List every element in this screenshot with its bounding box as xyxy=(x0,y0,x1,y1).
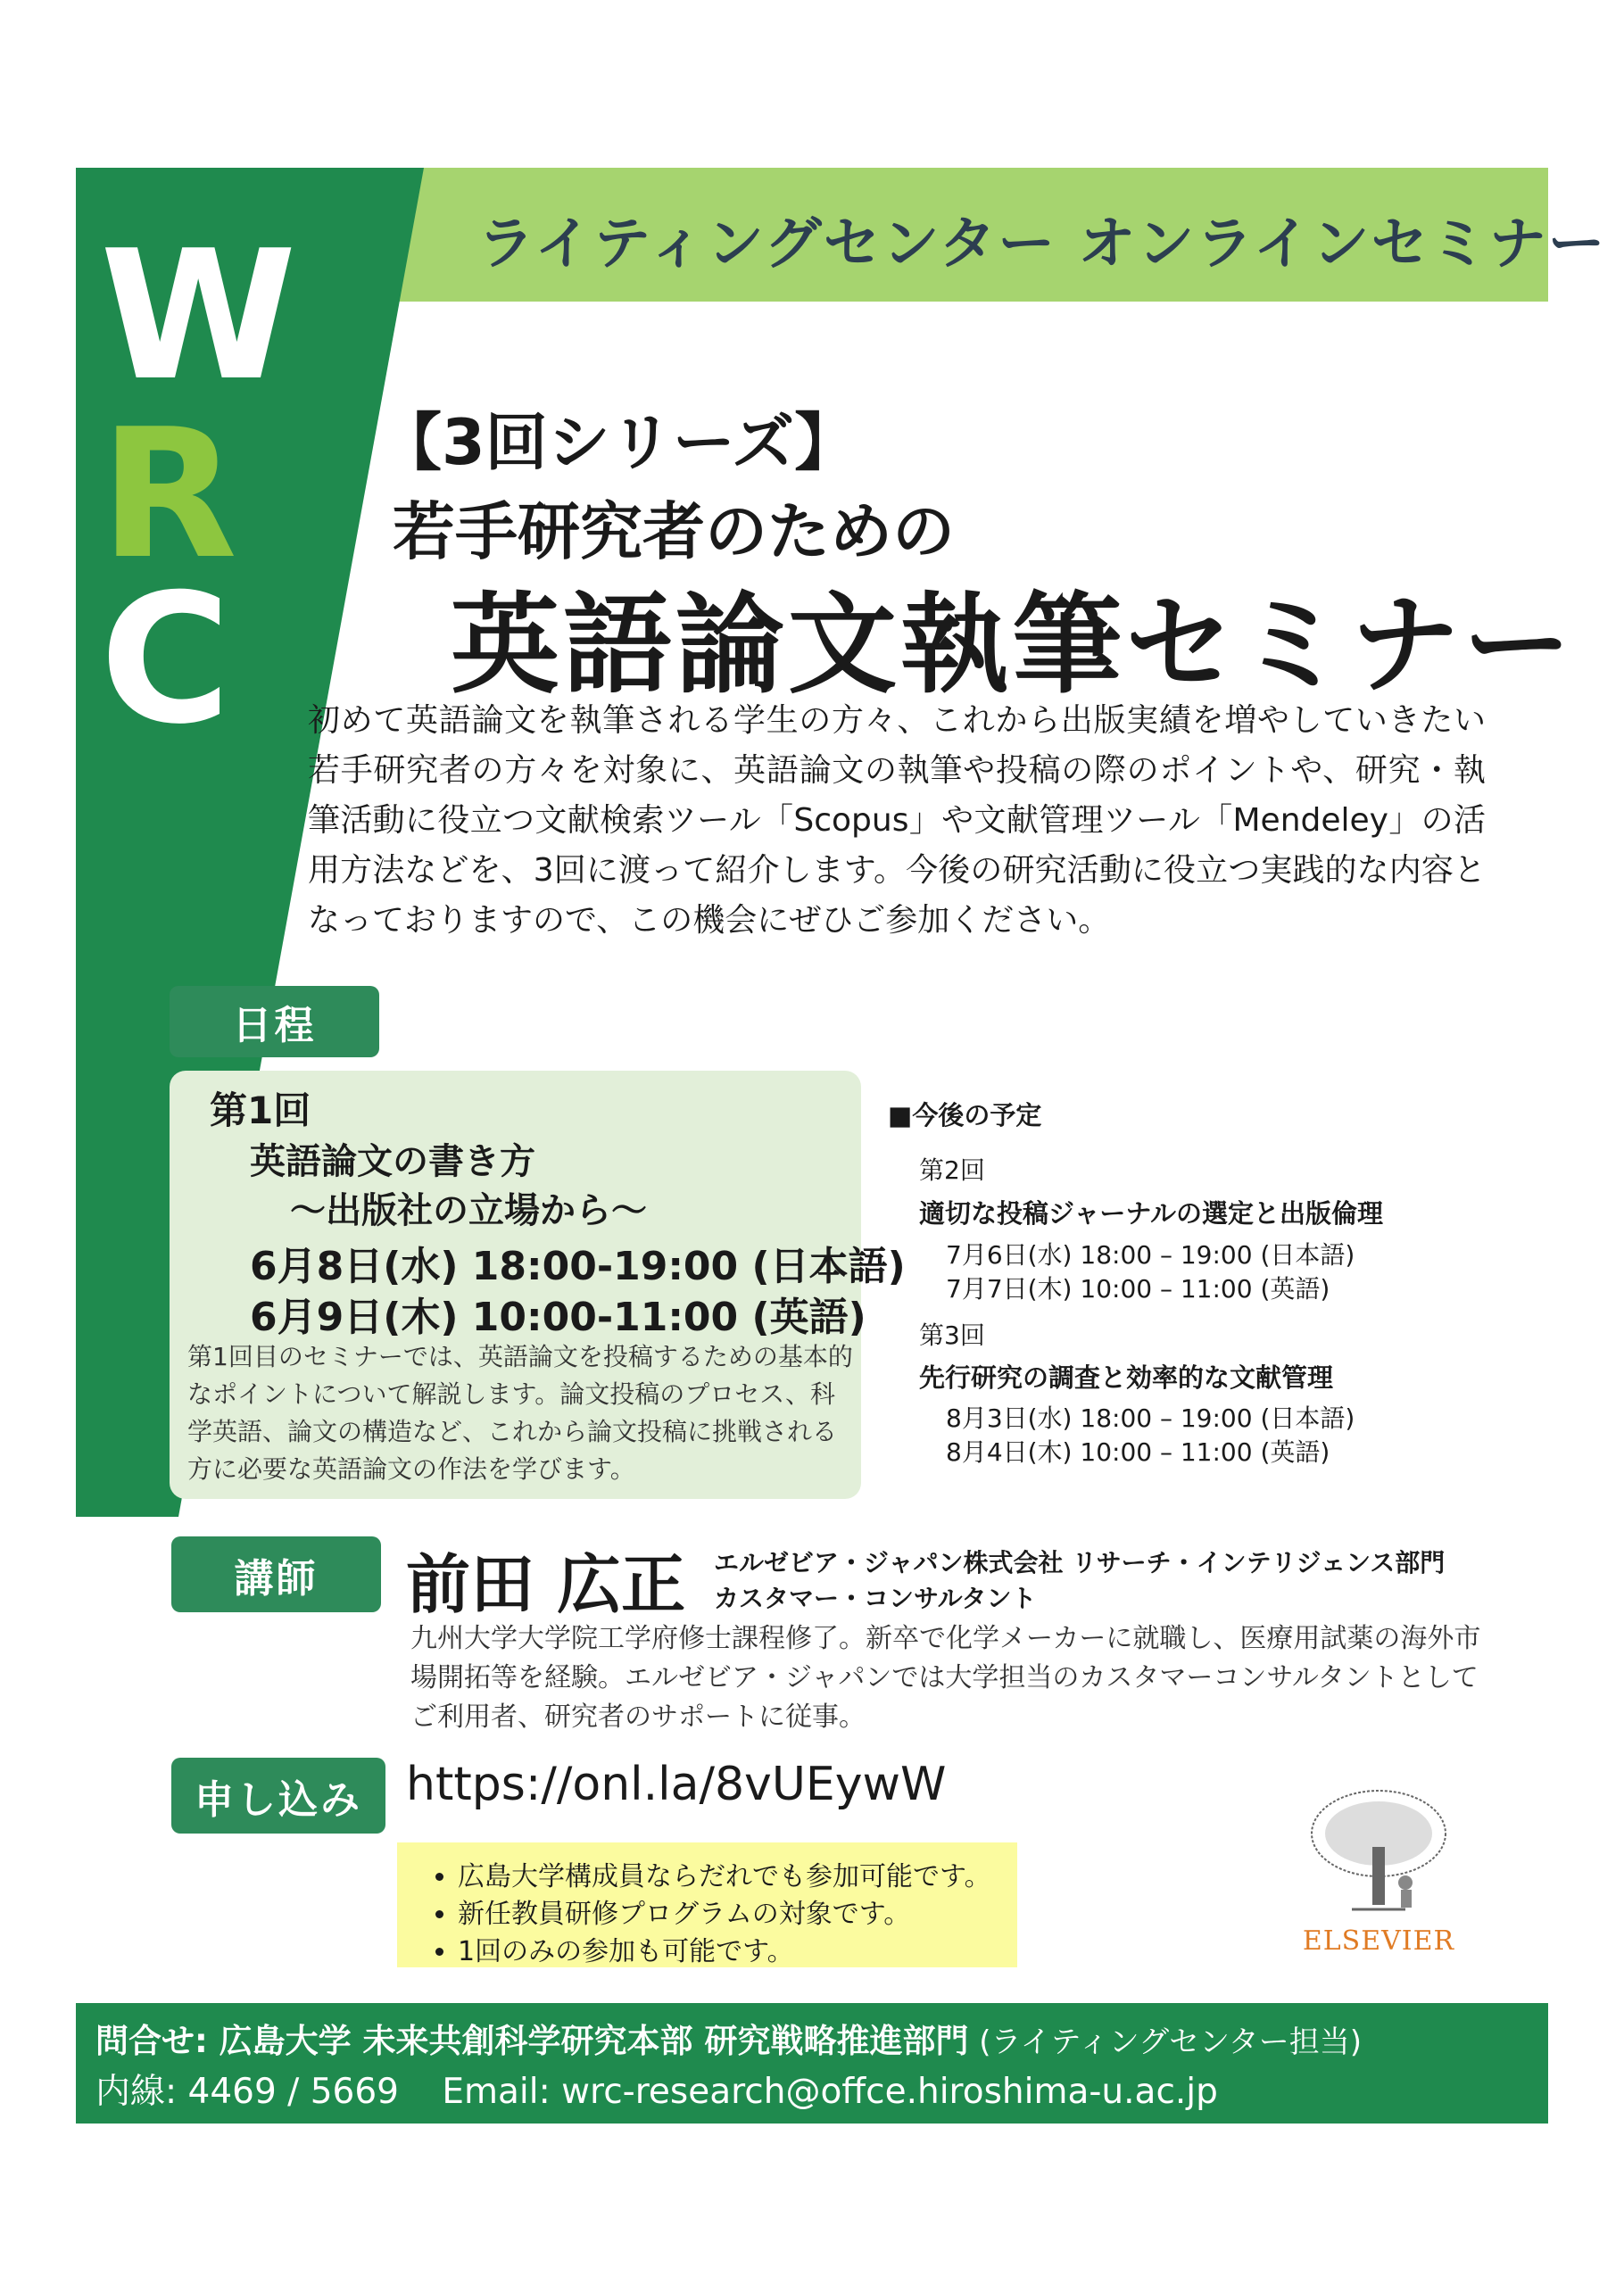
notes-box xyxy=(397,1842,1017,1967)
session3-date-1: 8月3日(水) 18:00 – 19:00 (日本語) xyxy=(946,1403,1355,1433)
footer-contact: 問合せ: 広島大学 未来共創科学研究本部 研究戦略推進部門 xyxy=(95,2022,969,2060)
session1-description: 第1回目のセミナーでは、英語論文を投稿するための基本的なポイントについて解説します。論文投稿のプロセス、科学英語、論文の構造など、これから論文投稿に挑戦される方に必要な英語論文の作法を学びます。 xyxy=(187,1342,853,1484)
speaker-name: 前田 広正 xyxy=(406,1547,686,1622)
note-item: • 新任教員研修プログラムの対象です。 xyxy=(458,1896,1017,1933)
session2-number: 第2回 xyxy=(919,1155,985,1185)
session1-date-1: 6月8日(水) 18:00-19:00 (日本語) xyxy=(250,1244,906,1289)
session1-subtitle: ～出版社の立場から～ xyxy=(290,1190,647,1231)
session3-number: 第3回 xyxy=(919,1320,985,1350)
footer-contact-note: (ライティングセンター担当) xyxy=(979,2024,1362,2060)
footer-email[interactable]: Email: wrc-research@offce.hiroshima-u.ac.jp xyxy=(442,2072,1218,2112)
note-item: • 広島大学構成員ならだれでも参加可能です。 xyxy=(458,1859,1017,1896)
footer-ext-line xyxy=(95,2064,1218,2114)
speaker-tab: 講師 xyxy=(171,1536,381,1612)
band-title: ライティングセンター オンラインセミナー xyxy=(477,211,1607,277)
logo-letter-c: C xyxy=(100,556,231,764)
session1-date-2: 6月9日(木) 10:00-11:00 (英語) xyxy=(250,1295,866,1340)
schedule-tab: 日程 xyxy=(170,986,379,1057)
subtitle: 若手研究者のための xyxy=(393,495,955,568)
series-label: 【3回シリーズ】 xyxy=(379,406,858,479)
footer-contact-line xyxy=(95,2014,1362,2062)
intro-text: 初めて英語論文を執筆される学生の方々、これから出版実績を増やしていきたい若手研究者の方々を対象に、英語論文の執筆や投稿の際のポイントや、研究・執筆活動に役立つ文献検索ツール「Scopus」や文献管理ツール「Mendeley」の活用方法などを、3回に渡って紹介します。今後の研究活動に役立つ実践的な内容となっておりますので、この機会にぜひご参加ください。 xyxy=(308,702,1486,939)
main-title: 英語論文執筆セミナー xyxy=(451,582,1575,708)
session2-title: 適切な投稿ジャーナルの選定と出版倫理 xyxy=(919,1198,1383,1229)
session2-date-2: 7月7日(木) 10:00 – 11:00 (英語) xyxy=(946,1274,1330,1304)
speaker-bio: 九州大学大学院工学府修士課程修了。新卒で化学メーカーに就職し、医療用試薬の海外市場開拓等を経験。エルゼビア・ジャパンでは大学担当のカスタマーコンサルタントとしてご利用者、研究者のサポートに従事。 xyxy=(410,1623,1481,1733)
logo-letter-w: W xyxy=(100,212,297,420)
speaker-affiliation-1: エルゼビア・ジャパン株式会社 リサーチ・インテリジェンス部門 xyxy=(714,1548,1446,1577)
session2-date-1: 7月6日(水) 18:00 – 19:00 (日本語) xyxy=(946,1240,1355,1270)
logo-letter-r: R xyxy=(100,391,238,599)
apply-tab: 申し込み xyxy=(171,1758,385,1834)
session3-date-2: 8月4日(木) 10:00 – 11:00 (英語) xyxy=(946,1437,1330,1467)
session3-title: 先行研究の調査と効率的な文献管理 xyxy=(919,1362,1334,1393)
future-heading: ■今後の予定 xyxy=(888,1100,1042,1130)
apply-url[interactable]: https://onl.la/8vUEywW xyxy=(406,1758,947,1811)
elsevier-logo xyxy=(1298,1784,1459,1957)
note-item: • 1回のみの参加も可能です。 xyxy=(458,1933,1017,1971)
footer xyxy=(76,2003,1548,2124)
session1-number: 第1回 xyxy=(210,1089,311,1132)
speaker-affiliation-2: カスタマー・コンサルタント xyxy=(714,1584,1037,1613)
session1-title: 英語論文の書き方 xyxy=(250,1141,535,1182)
footer-ext: 内線: 4469 / 5669 xyxy=(95,2072,399,2112)
tree-icon xyxy=(1298,1784,1459,1918)
elsevier-wordmark: ELSEVIER xyxy=(1302,1925,1455,1957)
